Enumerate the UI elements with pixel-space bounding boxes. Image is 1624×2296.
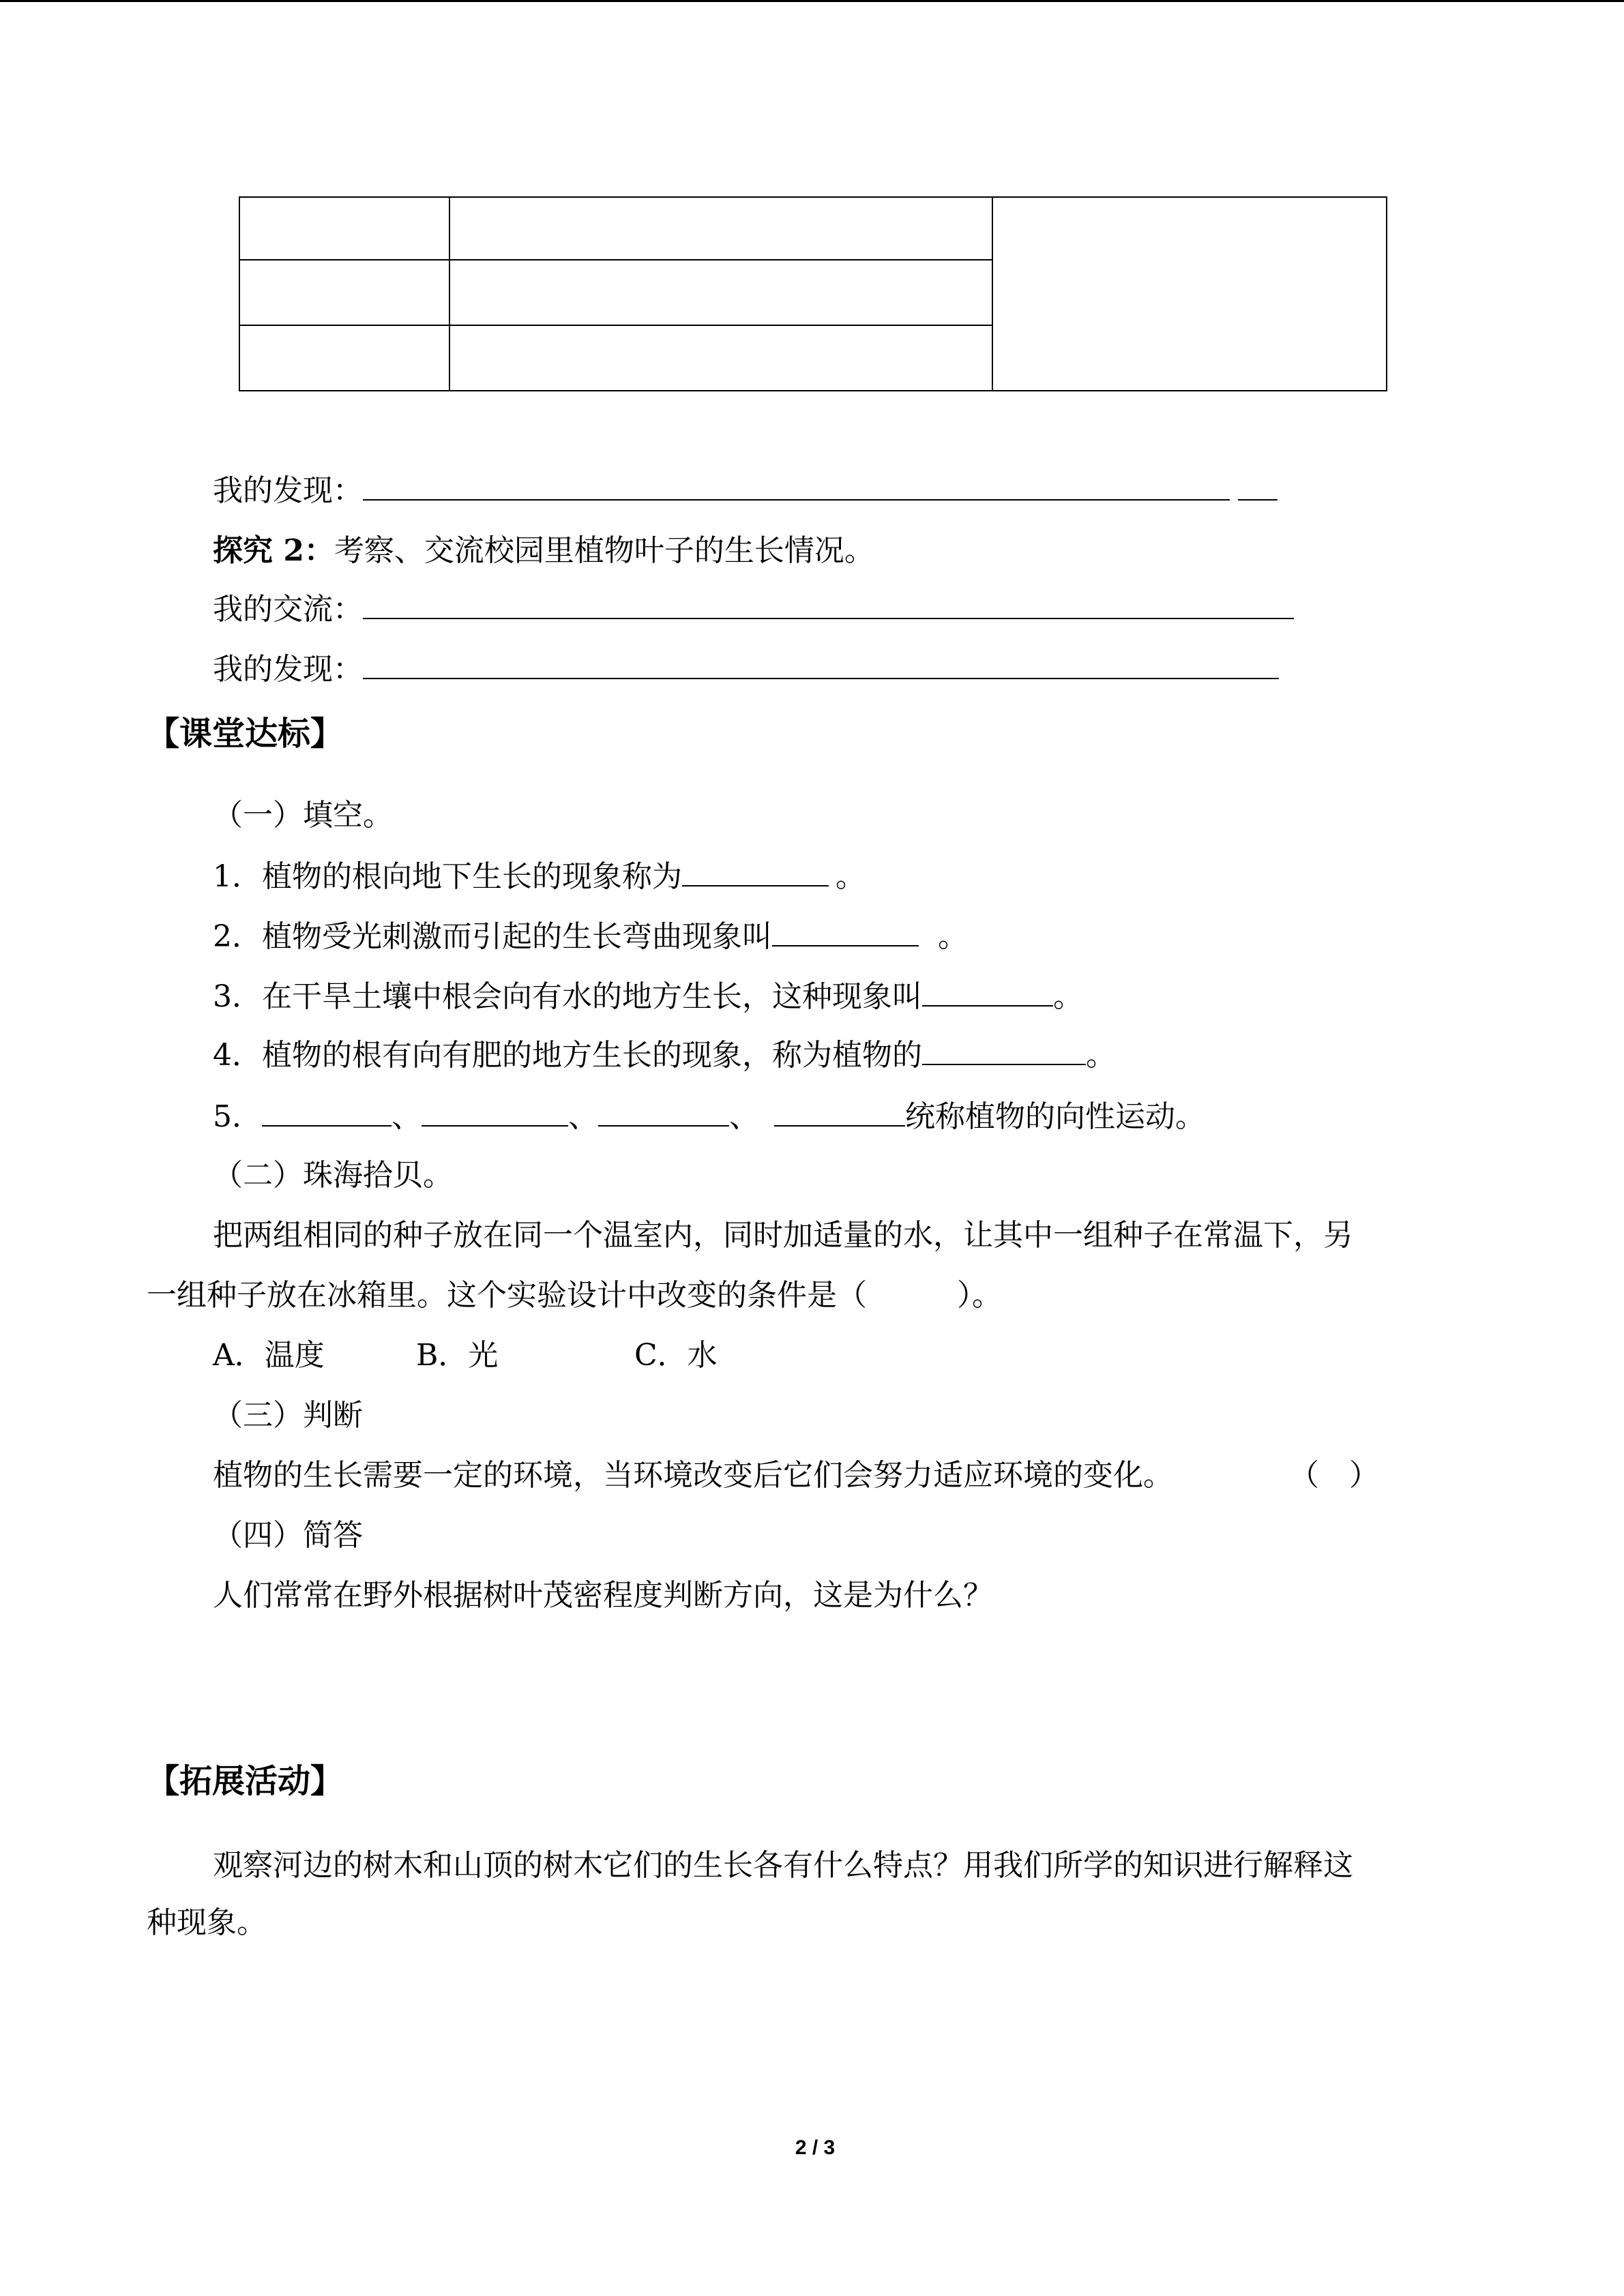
question-2-text: 2．植物受光刺激而引起的生长弯曲现象叫 xyxy=(213,919,772,954)
page-number: 2 / 3 xyxy=(795,2136,836,2159)
option-b: B．光 xyxy=(416,1338,499,1373)
table-cell xyxy=(449,197,992,260)
answer-blank xyxy=(774,1098,905,1127)
question-5-text: 统称植物的向性运动。 xyxy=(905,1099,1205,1134)
option-a: A．温度 xyxy=(213,1338,325,1373)
question-1-text: 1．植物的根向地下生长的现象称为 xyxy=(213,859,682,894)
communication-line xyxy=(213,591,1294,629)
answer-blank xyxy=(1198,472,1230,501)
table-cell xyxy=(239,325,449,391)
class-goals-heading: 【课堂达标】 xyxy=(147,715,344,753)
question-1-end: 。 xyxy=(836,859,866,894)
answer-blank xyxy=(262,1098,392,1127)
question-1 xyxy=(213,858,866,896)
question-3-text: 3．在干旱土壤中根会向有水的地方生长，这种现象叫 xyxy=(213,979,922,1014)
answer-blank xyxy=(598,1098,729,1127)
communication-label: 我的交流： xyxy=(213,592,363,627)
explore-2-line xyxy=(213,532,874,570)
question-3 xyxy=(213,978,1083,1016)
part-3-title: （三）判断 xyxy=(213,1398,363,1433)
question-5 xyxy=(213,1098,1205,1136)
separator: 、 xyxy=(729,1099,759,1134)
answer-blank xyxy=(922,1037,1086,1065)
table-cell xyxy=(449,260,992,325)
choice-question-line-1: 把两组相同的种子放在同一个温室内，同时加适量的水，让其中一组种子在常温下，另 xyxy=(213,1218,1353,1253)
option-c: C．水 xyxy=(634,1338,718,1373)
separator: 、 xyxy=(392,1099,422,1134)
answer-blank xyxy=(363,472,1198,501)
part-1-title: （一）填空。 xyxy=(213,798,393,833)
answer-blank xyxy=(922,978,1053,1007)
answer-blank xyxy=(682,858,829,886)
finding-2-line xyxy=(213,651,1279,689)
answer-blank xyxy=(1238,472,1278,501)
question-4-text: 4．植物的根有向有肥的地方生长的现象，称为植物的 xyxy=(213,1038,922,1073)
table-cell xyxy=(992,197,1387,391)
question-5-number: 5． xyxy=(213,1099,262,1134)
extension-text-line-2: 种现象。 xyxy=(147,1905,267,1940)
part-4-title: （四）简答 xyxy=(213,1518,363,1553)
page-top-rule xyxy=(0,0,1624,2)
choice-question-line-2: 一组种子放在冰箱里。这个实验设计中改变的条件是（ ）。 xyxy=(147,1278,1002,1313)
answer-blank xyxy=(422,1098,568,1127)
extension-heading: 【拓展活动】 xyxy=(147,1762,344,1800)
separator: 、 xyxy=(568,1099,598,1134)
explore-2-text: 考察、交流校园里植物叶子的生长情况。 xyxy=(334,533,874,568)
judgement-question: 植物的生长需要一定的环境，当环境改变后它们会努力适应环境的变化。 xyxy=(213,1458,1173,1493)
extension-text-line-1: 观察河边的树木和山顶的树木它们的生长各有什么特点？用我们所学的知识进行解释这 xyxy=(213,1848,1353,1883)
answer-blank xyxy=(363,591,1294,619)
question-2 xyxy=(213,918,968,956)
table-cell xyxy=(239,197,449,260)
question-3-end: 。 xyxy=(1053,979,1083,1014)
explore-2-heading: 探究 2： xyxy=(213,533,334,568)
finding-2-label: 我的发现： xyxy=(213,652,363,687)
question-2-end: 。 xyxy=(938,919,968,954)
answer-blank xyxy=(363,651,1279,679)
table-cell xyxy=(239,260,449,325)
table-cell xyxy=(449,325,992,391)
finding-1-line xyxy=(213,472,1278,510)
judgement-brackets: （ ） xyxy=(1289,1458,1379,1493)
part-2-title: （二）珠海拾贝。 xyxy=(213,1158,453,1193)
answer-blank xyxy=(772,918,919,946)
question-4 xyxy=(213,1037,1116,1075)
question-4-end: 。 xyxy=(1086,1038,1116,1073)
short-answer-question: 人们常常在野外根据树叶茂密程度判断方向，这是为什么？ xyxy=(213,1578,993,1613)
observation-table xyxy=(239,196,1387,391)
finding-1-label: 我的发现： xyxy=(213,473,363,508)
